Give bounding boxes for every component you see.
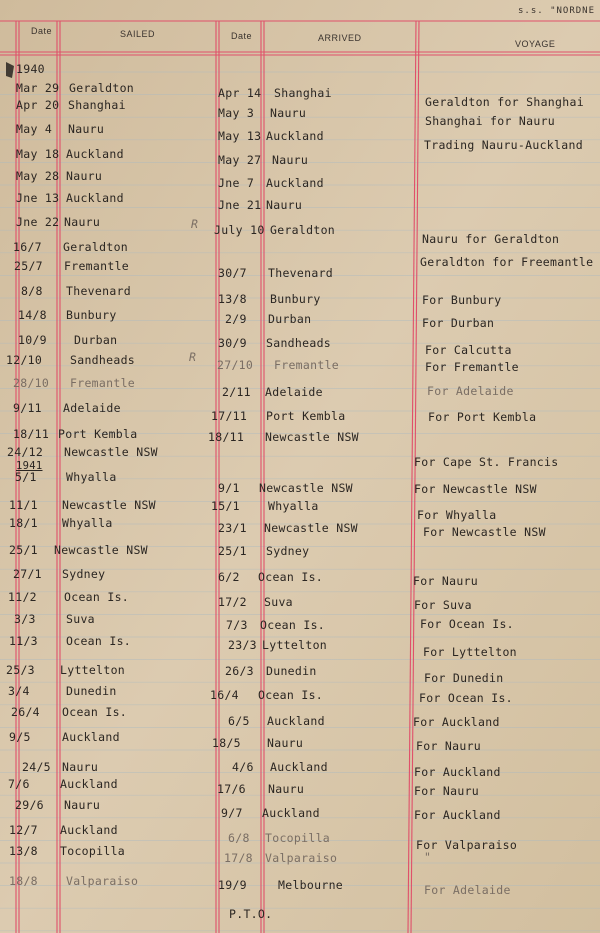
arrived-date: 23/3 [228, 638, 257, 652]
arrived-port: Auckland [266, 176, 324, 190]
voyage-note: For Adelaide [427, 384, 514, 398]
arrived-date: July 10 [214, 223, 265, 237]
voyage-note: For Fremantle [425, 360, 519, 374]
arrived-date: 17/6 [217, 782, 246, 796]
arrived-port: Newcastle NSW [264, 521, 358, 535]
arrived-date: 17/8 [224, 851, 253, 865]
arrived-date: May 27 [218, 153, 262, 167]
arrived-date: 26/3 [225, 664, 254, 678]
year-1940: 1940 [16, 62, 45, 76]
arrived-port: Bunbury [270, 292, 321, 306]
sailed-date: 11/3 [9, 634, 38, 648]
arrived-date: 17/11 [211, 409, 248, 423]
arrived-date: 9/1 [218, 481, 240, 495]
sailed-port: Ocean Is. [66, 634, 132, 648]
sailed-port: Auckland [66, 191, 124, 205]
voyage-note: For Lyttelton [423, 645, 517, 659]
arrived-port: Dunedin [266, 664, 317, 678]
arrived-port: Suva [264, 595, 293, 609]
sailed-date: 18/11 [13, 427, 50, 441]
voyage-note: For Nauru [414, 784, 480, 798]
sailed-date: 12/10 [6, 353, 43, 367]
voyage-note: Geraldton for Shanghai [425, 95, 584, 109]
voyage-note: For Durban [422, 316, 495, 330]
sailed-port: Nauru [68, 122, 105, 136]
arrived-port: Nauru [272, 153, 309, 167]
arrived-port: Geraldton [270, 223, 336, 237]
sailed-date: 26/4 [11, 705, 40, 719]
sailed-date: May 28 [16, 169, 60, 183]
margin-mark: R [189, 350, 197, 364]
arrived-date: May 3 [218, 106, 255, 120]
arrived-port: Ocean Is. [258, 688, 324, 702]
voyage-note: " [424, 850, 432, 864]
sailed-port: Auckland [60, 777, 118, 791]
arrived-date: 27/10 [217, 358, 254, 372]
arrived-date: 2/9 [225, 312, 247, 326]
sailed-date: 12/7 [9, 823, 38, 837]
arrived-port: Sydney [266, 544, 310, 558]
sailed-port: Tocopilla [60, 844, 126, 858]
sailed-date: 27/1 [13, 567, 42, 581]
arrived-port: Adelaide [265, 385, 323, 399]
arrived-port: Nauru [270, 106, 307, 120]
arrived-port: Ocean Is. [258, 570, 324, 584]
arrived-date: 2/11 [222, 385, 251, 399]
header-sailed: SAILED [120, 29, 156, 39]
voyage-note: For Newcastle NSW [414, 482, 537, 496]
sailed-port: Bunbury [66, 308, 117, 322]
arrived-date: 18/11 [208, 430, 245, 444]
sailed-date: 13/8 [9, 844, 38, 858]
arrived-date: 17/2 [218, 595, 247, 609]
sailed-date: 25/1 [9, 543, 38, 557]
sailed-date: Jne 22 [16, 215, 60, 229]
voyage-note: Nauru for Geraldton [422, 232, 560, 246]
voyage-note: For Nauru [413, 574, 479, 588]
sailed-port: Dunedin [66, 684, 117, 698]
sailed-date: 5/1 [15, 470, 37, 484]
arrived-date: May 13 [218, 129, 262, 143]
voyage-note: For Valparaiso [416, 838, 518, 852]
sailed-port: Ocean Is. [64, 590, 130, 604]
header-date-arrived: Date [231, 31, 253, 41]
arrived-port: Auckland [267, 714, 325, 728]
sailed-date: 9/11 [13, 401, 42, 415]
voyage-note: Geraldton for Freemantle [420, 255, 594, 269]
sailed-date: 11/1 [9, 498, 38, 512]
arrived-date: 9/7 [221, 806, 243, 820]
arrived-port: Auckland [266, 129, 324, 143]
arrived-port: Nauru [266, 198, 303, 212]
sailed-port: Auckland [60, 823, 118, 837]
sailed-port: Shanghai [68, 98, 126, 112]
sailed-port: Newcastle NSW [64, 445, 158, 459]
voyage-note: For Auckland [414, 765, 501, 779]
sailed-port: Newcastle NSW [54, 543, 148, 557]
arrived-date: 6/5 [228, 714, 250, 728]
sailed-date: Mar 29 [16, 81, 60, 95]
arrived-date: 23/1 [218, 521, 247, 535]
arrived-date: Jne 21 [218, 198, 262, 212]
sailed-port: Geraldton [69, 81, 135, 95]
arrived-port: Thevenard [268, 266, 334, 280]
sailed-port: Durban [74, 333, 118, 347]
voyage-note: For Bunbury [422, 293, 502, 307]
sailed-date: 8/8 [21, 284, 43, 298]
sailed-port: Fremantle [70, 376, 136, 390]
voyage-note: For Suva [414, 598, 472, 612]
arrived-port: Fremantle [274, 358, 340, 372]
sailed-date: 14/8 [18, 308, 47, 322]
arrived-port: Melbourne [278, 878, 344, 892]
arrived-port: Durban [268, 312, 312, 326]
arrived-port: Ocean Is. [260, 618, 326, 632]
voyage-note: For Ocean Is. [420, 617, 514, 631]
arrived-port: Nauru [267, 736, 304, 750]
header-voyage: VOYAGE [515, 39, 556, 49]
voyage-note: For Cape St. Francis [414, 455, 559, 469]
sailed-date: 3/3 [14, 612, 36, 626]
sailed-port: Newcastle NSW [62, 498, 156, 512]
voyage-note: For Auckland [414, 808, 501, 822]
voyage-note: Trading Nauru-Auckland [424, 138, 583, 152]
sailed-port: Adelaide [63, 401, 121, 415]
sailed-port: Whyalla [62, 516, 113, 530]
voyage-note: For Auckland [413, 715, 500, 729]
arrived-date: 16/4 [210, 688, 239, 702]
arrived-date: 25/1 [218, 544, 247, 558]
year-1941: 1941 [16, 460, 43, 472]
arrived-date: Apr 14 [218, 86, 262, 100]
arrived-date: 30/9 [218, 336, 247, 350]
sailed-date: 24/12 [7, 445, 44, 459]
sailed-date: 18/8 [9, 874, 38, 888]
arrived-port: Shanghai [274, 86, 332, 100]
sailed-date: 9/5 [9, 730, 31, 744]
arrived-date: Jne 7 [218, 176, 255, 190]
sailed-date: 16/7 [13, 240, 42, 254]
footer-pto: P.T.O. [229, 907, 273, 921]
sailed-port: Nauru [66, 169, 103, 183]
sailed-port: Fremantle [64, 259, 130, 273]
arrived-port: Nauru [268, 782, 305, 796]
arrived-port: Valparaiso [265, 851, 338, 865]
voyage-note: For Ocean Is. [419, 691, 513, 705]
sailed-port: Geraldton [63, 240, 129, 254]
sailed-port: Suva [66, 612, 95, 626]
sailed-port: Auckland [66, 147, 124, 161]
arrived-port: Tocopilla [265, 831, 331, 845]
arrived-date: 18/5 [212, 736, 241, 750]
sailed-port: Auckland [62, 730, 120, 744]
arrived-date: 4/6 [232, 760, 254, 774]
sailed-port: Nauru [64, 798, 101, 812]
sailed-port: Sydney [62, 567, 106, 581]
arrived-port: Whyalla [268, 499, 319, 513]
sailed-date: May 18 [16, 147, 60, 161]
sailed-date: 29/6 [15, 798, 44, 812]
arrived-date: 13/8 [218, 292, 247, 306]
sailed-port: Whyalla [66, 470, 117, 484]
sailed-date: 25/3 [6, 663, 35, 677]
sailed-port: Nauru [62, 760, 99, 774]
sailed-date: 25/7 [14, 259, 43, 273]
sailed-port: Port Kembla [58, 427, 138, 441]
arrived-port: Newcastle NSW [265, 430, 359, 444]
voyage-note: For Nauru [416, 739, 482, 753]
voyage-note: For Whyalla [417, 508, 497, 522]
sailed-port: Lyttelton [60, 663, 126, 677]
arrived-date: 7/3 [226, 618, 248, 632]
header-date-sailed: Date [31, 26, 53, 36]
arrived-port: Sandheads [266, 336, 332, 350]
sailed-port: Sandheads [70, 353, 136, 367]
margin-mark: R [191, 217, 199, 231]
sailed-date: 10/9 [18, 333, 47, 347]
arrived-date: 19/9 [218, 878, 247, 892]
sailed-date: 24/5 [22, 760, 51, 774]
header-arrived: ARRIVED [318, 33, 362, 43]
arrived-port: Lyttelton [262, 638, 328, 652]
voyage-note: For Calcutta [425, 343, 512, 357]
sailed-date: 18/1 [9, 516, 38, 530]
voyage-note: For Adelaide [424, 883, 511, 897]
sailed-date: Apr 20 [16, 98, 60, 112]
arrived-port: Auckland [262, 806, 320, 820]
arrived-port: Port Kembla [266, 409, 346, 423]
sailed-date: May 4 [16, 122, 53, 136]
sailed-port: Nauru [64, 215, 101, 229]
ship-name: s.s. "NORDNE [518, 6, 596, 16]
arrived-date: 6/8 [228, 831, 250, 845]
sailed-date: Jne 13 [16, 191, 60, 205]
sailed-port: Ocean Is. [62, 705, 128, 719]
sailed-date: 3/4 [8, 684, 30, 698]
sailed-port: Valparaiso [66, 874, 139, 888]
voyage-note: For Newcastle NSW [423, 525, 546, 539]
arrived-date: 15/1 [211, 499, 240, 513]
arrived-date: 6/2 [218, 570, 240, 584]
arrived-port: Newcastle NSW [259, 481, 353, 495]
sailed-port: Thevenard [66, 284, 132, 298]
voyage-note: For Dunedin [424, 671, 504, 685]
sailed-date: 28/10 [13, 376, 50, 390]
sailed-date: 11/2 [8, 590, 37, 604]
voyage-note: For Port Kembla [428, 410, 537, 424]
arrived-date: 30/7 [218, 266, 247, 280]
voyage-note: Shanghai for Nauru [425, 114, 556, 128]
sailed-date: 7/6 [8, 777, 30, 791]
arrived-port: Auckland [270, 760, 328, 774]
